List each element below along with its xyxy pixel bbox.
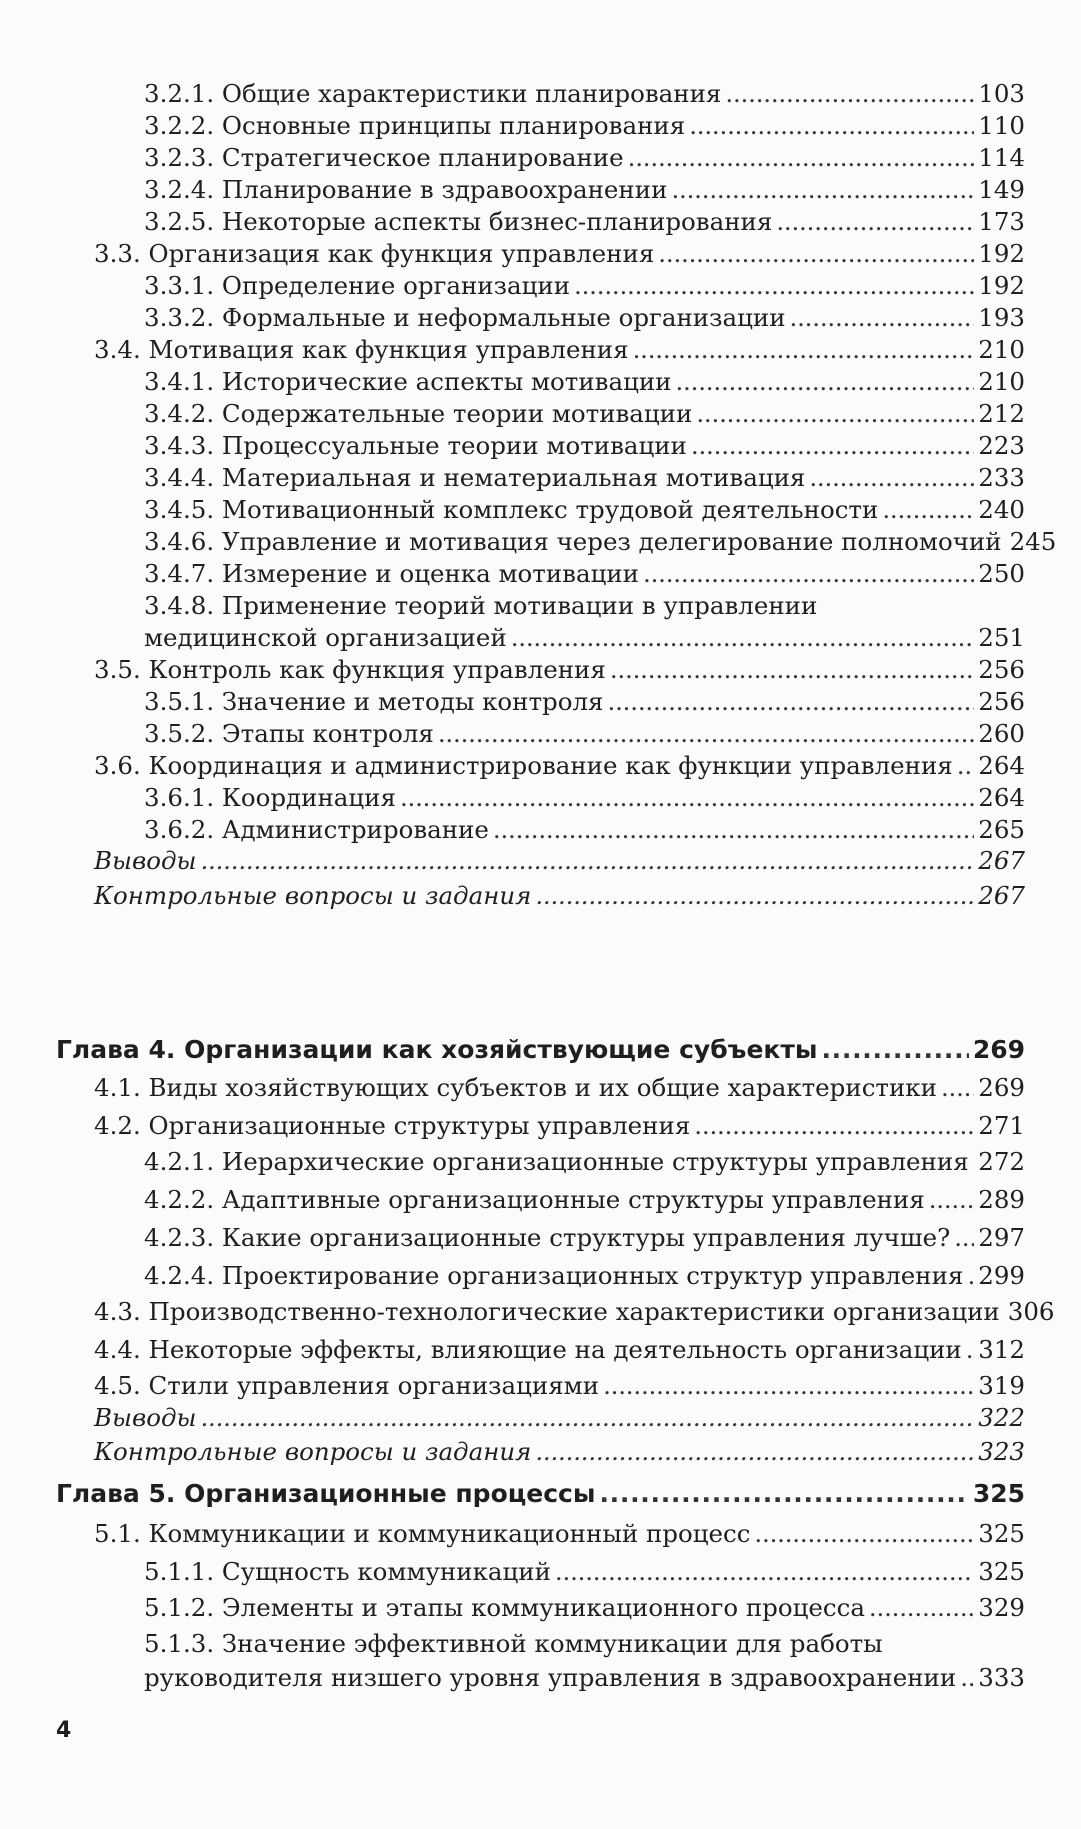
toc-page: 192: [978, 239, 1025, 268]
dot-leader: [790, 302, 975, 334]
toc-title: Глава 4. Организации как хозяйствующие субъекты: [56, 1035, 818, 1064]
toc-title: 4.3. Производственно-технологические характеристики организации: [94, 1297, 1000, 1326]
toc-title: 3.5. Контроль как функция управления: [94, 655, 606, 684]
toc-page: 272: [978, 1147, 1025, 1176]
toc-entry: [0, 558, 1081, 590]
toc-chapter: [0, 1478, 1081, 1510]
toc-page: 240: [978, 495, 1025, 524]
toc-entry: [0, 1334, 1081, 1366]
dot-leader: [960, 1662, 974, 1694]
dot-leader: [954, 1222, 974, 1254]
toc-title: 3.2.4. Планирование в здравоохранении: [144, 175, 668, 204]
dot-leader: [599, 1478, 968, 1510]
toc-page: 245: [1009, 527, 1057, 556]
dot-leader: [725, 78, 974, 110]
toc-entry: [0, 814, 1081, 846]
toc-page: 271: [978, 1111, 1025, 1140]
toc-page: 323: [978, 1437, 1025, 1466]
toc-entry: [0, 622, 1081, 654]
toc-entry: [0, 430, 1081, 462]
toc-page: 212: [978, 399, 1025, 428]
dot-leader: [776, 206, 974, 238]
toc-page: 267: [978, 881, 1025, 910]
dot-leader: [941, 1072, 974, 1104]
toc-page: 110: [978, 111, 1025, 140]
dot-leader: [671, 174, 974, 206]
toc-entry: [0, 462, 1081, 494]
dot-leader: [200, 845, 974, 877]
dot-leader: [696, 398, 974, 430]
toc-page: 267: [978, 846, 1025, 875]
dot-leader: [555, 1556, 974, 1588]
toc-title: 4.2.1. Иерархические организационные структуры управления: [144, 1147, 969, 1176]
dot-leader: [608, 686, 975, 718]
toc-entry: [0, 1110, 1081, 1142]
toc-title: 4.2.3. Какие организационные структуры управления лучше?: [144, 1223, 951, 1252]
toc-page: 329: [978, 1593, 1025, 1622]
toc-entry: [0, 1556, 1081, 1588]
toc-title: 3.6.2. Администрирование: [144, 815, 489, 844]
dot-leader: [973, 1146, 975, 1178]
toc-page: 264: [978, 751, 1025, 780]
toc-title-line1: 5.1.3. Значение эффективной коммуникации для работы: [144, 1629, 883, 1658]
dot-leader: [610, 654, 974, 686]
toc-title: 4.4. Некоторые эффекты, влияющие на деятельность организации: [94, 1335, 962, 1364]
toc-title: Выводы: [94, 846, 197, 875]
toc-entry: [0, 238, 1081, 270]
toc-entry: [0, 398, 1081, 430]
toc-entry: [0, 270, 1081, 302]
toc-page: 297: [978, 1223, 1025, 1252]
toc-page: 333: [978, 1663, 1025, 1692]
dot-leader: [535, 1436, 974, 1468]
toc-title-line1: 3.4.8. Применение теорий мотивации в управлении: [144, 591, 818, 620]
dot-leader: [628, 142, 975, 174]
toc-entry: [0, 302, 1081, 334]
toc-entry: [0, 1662, 1081, 1694]
toc-page: 251: [978, 623, 1025, 652]
toc-title: 5.1. Коммуникации и коммуникационный процесс: [94, 1519, 751, 1548]
toc-page: 265: [978, 815, 1025, 844]
toc-entry: [0, 1370, 1081, 1402]
dot-leader: [929, 1184, 975, 1216]
toc-page: 325: [978, 1519, 1025, 1548]
page-number: 4: [56, 1718, 72, 1743]
toc-entry: [0, 1592, 1081, 1624]
dot-leader: [967, 1260, 974, 1292]
toc-title: 3.6. Координация и администрирование как функции управления: [94, 751, 953, 780]
dot-leader: [400, 782, 974, 814]
toc-entry: [0, 334, 1081, 366]
toc-page: 210: [978, 367, 1025, 396]
toc-entry: [0, 1436, 1081, 1468]
toc-title-line2: руководителя низшего уровня управления в здравоохранении: [144, 1663, 957, 1692]
toc-title: 3.5.1. Значение и методы контроля: [144, 687, 604, 716]
dot-leader: [691, 430, 974, 462]
dot-leader: [658, 238, 974, 270]
toc-page: 193: [978, 303, 1025, 332]
toc-page: 114: [978, 143, 1025, 172]
toc-entry: [0, 880, 1081, 912]
toc-page: 250: [978, 559, 1025, 588]
toc-entry: [0, 206, 1081, 238]
toc-page: 223: [978, 431, 1025, 460]
toc-title: 3.4.7. Измерение и оценка мотивации: [144, 559, 639, 588]
toc-title: 4.2.2. Адаптивные организационные структуры управления: [144, 1185, 925, 1214]
dot-leader: [511, 622, 975, 654]
toc-title: 3.4.1. Исторические аспекты мотивации: [144, 367, 672, 396]
dot-leader: [821, 1034, 968, 1066]
toc-entry: [0, 718, 1081, 750]
toc-title: 3.4.4. Материальная и нематериальная мотивация: [144, 463, 806, 492]
dot-leader: [754, 1518, 974, 1550]
toc-page: 103: [978, 79, 1025, 108]
toc-title: Глава 5. Организационные процессы: [56, 1479, 596, 1508]
toc-entry: [0, 1222, 1081, 1254]
toc-title: 3.2.5. Некоторые аспекты бизнес-планирования: [144, 207, 773, 236]
dot-leader: [882, 494, 974, 526]
toc-page: 325: [978, 1557, 1025, 1586]
toc-entry: [0, 1518, 1081, 1550]
toc-entry: [0, 1260, 1081, 1292]
toc-title: 3.6.1. Координация: [144, 783, 396, 812]
toc-entry: [0, 1184, 1081, 1216]
dot-leader: [200, 1402, 974, 1434]
toc-entry: [0, 1296, 1081, 1328]
toc-page: 149: [978, 175, 1025, 204]
toc-title: 3.4.2. Содержательные теории мотивации: [144, 399, 693, 428]
toc-page: 269: [978, 1073, 1025, 1102]
toc-title: 3.2.2. Основные принципы планирования: [144, 111, 686, 140]
toc-title: 5.1.1. Сущность коммуникаций: [144, 1557, 551, 1586]
dot-leader: [493, 814, 974, 846]
toc-page: 299: [978, 1261, 1025, 1290]
toc-page: 256: [978, 687, 1025, 716]
dot-leader: [438, 718, 974, 750]
dot-leader: [603, 1370, 974, 1402]
toc-entry: [0, 174, 1081, 206]
toc-entry: [0, 366, 1081, 398]
dot-leader: [643, 558, 974, 590]
toc-title: 3.4.5. Мотивационный комплекс трудовой деятельности: [144, 495, 879, 524]
toc-page: 319: [978, 1371, 1025, 1400]
toc-entry: [0, 654, 1081, 686]
toc-entry: [0, 686, 1081, 718]
toc-page: 306: [1007, 1297, 1055, 1326]
toc-page: 289: [978, 1185, 1025, 1214]
toc-page: 322: [978, 1403, 1025, 1432]
toc-title: Выводы: [94, 1403, 197, 1432]
toc-title: 3.3.1. Определение организации: [144, 271, 571, 300]
toc-entry: [0, 1072, 1081, 1104]
toc-chapter: [0, 1034, 1081, 1066]
toc-entry: [0, 78, 1081, 110]
toc-title: Контрольные вопросы и задания: [94, 1437, 532, 1466]
dot-leader: [633, 334, 975, 366]
toc-entry: [0, 845, 1081, 877]
toc-page: 210: [978, 335, 1025, 364]
toc-title: 3.4.3. Процессуальные теории мотивации: [144, 431, 687, 460]
toc-entry: [0, 750, 1081, 782]
toc-title-line2: медицинской организацией: [144, 623, 507, 652]
toc-page: 233: [978, 463, 1025, 492]
toc-title: 3.4. Мотивация как функция управления: [94, 335, 629, 364]
dot-leader: [957, 750, 974, 782]
toc-title: 3.2.1. Общие характеристики планирования: [144, 79, 722, 108]
toc-page: 312: [978, 1335, 1025, 1364]
dot-leader: [535, 880, 974, 912]
toc-title: 4.1. Виды хозяйствующих субъектов и их общие характеристики: [94, 1073, 937, 1102]
toc-entry: [0, 494, 1081, 526]
toc-title: 3.2.3. Стратегическое планирование: [144, 143, 624, 172]
toc-entry: [0, 1146, 1081, 1178]
dot-leader: [966, 1334, 974, 1366]
dot-leader: [675, 366, 974, 398]
toc-entry: [0, 1402, 1081, 1434]
toc-entry: [0, 782, 1081, 814]
toc-title: 4.5. Стили управления организациями: [94, 1371, 600, 1400]
toc-page: 269: [972, 1035, 1025, 1064]
toc-title: 4.2.4. Проектирование организационных структур управления: [144, 1261, 964, 1290]
toc-title: 3.3.2. Формальные и неформальные организации: [144, 303, 786, 332]
toc-page: 325: [972, 1479, 1025, 1508]
toc-title: 3.4.6. Управление и мотивация через делегирование полномочий: [144, 527, 1002, 556]
toc-title: 5.1.2. Элементы и этапы коммуникационного процесса: [144, 1593, 865, 1622]
dot-leader: [689, 110, 974, 142]
toc-entry: [0, 142, 1081, 174]
toc-title: Контрольные вопросы и задания: [94, 881, 532, 910]
toc-page: 173: [978, 207, 1025, 236]
toc-page: 192: [978, 271, 1025, 300]
toc-page: 260: [978, 719, 1025, 748]
toc-page: 256: [978, 655, 1025, 684]
toc-entry: [0, 110, 1081, 142]
dot-leader: [809, 462, 974, 494]
toc-title: 3.5.2. Этапы контроля: [144, 719, 434, 748]
toc-title: 3.3. Организация как функция управления: [94, 239, 655, 268]
dot-leader: [574, 270, 974, 302]
dot-leader: [869, 1592, 974, 1624]
toc-page: 264: [978, 783, 1025, 812]
toc-entry: [0, 526, 1081, 558]
dot-leader: [694, 1110, 974, 1142]
toc-title: 4.2. Организационные структуры управления: [94, 1111, 691, 1140]
